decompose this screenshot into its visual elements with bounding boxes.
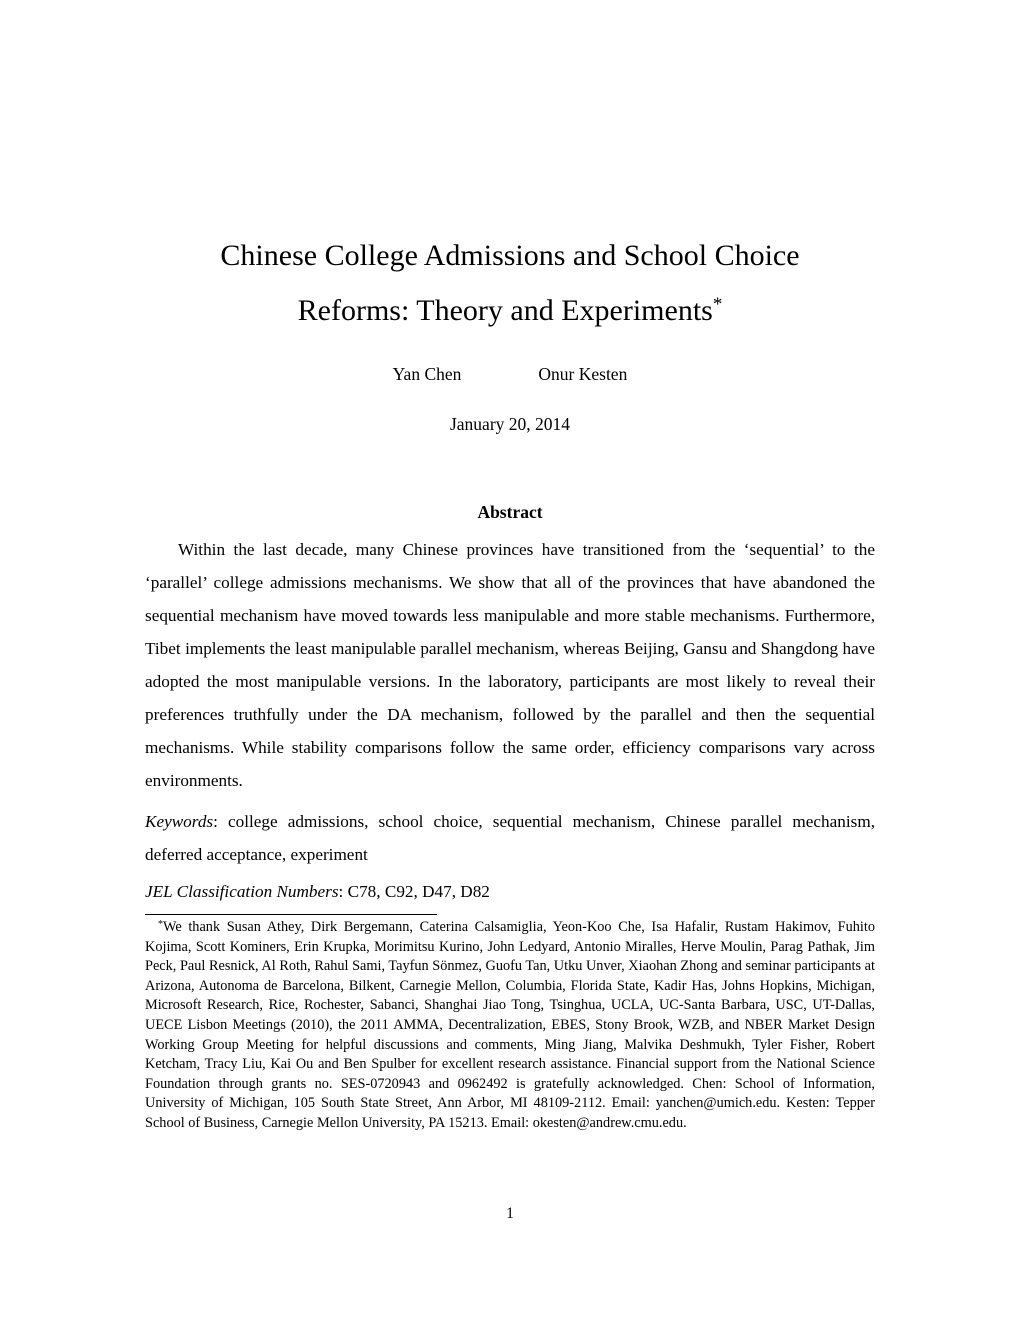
title-line-1: Chinese College Admissions and School Choice	[220, 239, 800, 272]
paper-title	[145, 0, 875, 338]
authors-row	[145, 364, 875, 384]
keywords-label: Keywords	[145, 812, 214, 831]
title-line-2: Reforms: Theory and Experiments	[297, 294, 713, 327]
paper-date: January 20, 2014	[449, 414, 571, 434]
jel-label: JEL Classification Numbers	[145, 882, 339, 901]
page-number: 1	[506, 1205, 514, 1222]
keywords-line	[145, 805, 875, 871]
jel-text: : C78, C92, D47, D82	[338, 882, 490, 901]
jel-line	[145, 875, 875, 908]
abstract-text: Within the last decade, many Chinese provinces have transitioned from the ‘sequential’ to the ‘parallel’ college admissions mechanisms. We show that all of the provinces that have abandoned the sequential mechanism have moved towards less manipulable and more stable mechanisms. Furthermore, Tibet implements the least manipulable parallel mechanism, whereas Beijing, Gansu and Shangdong have adopted the most manipulable versions. In the laboratory, participants are most likely to reveal their preferences truthfully under the DA mechanism, followed by the parallel and then the sequential mechanisms. While stability comparisons follow the same order, efficiency comparisons vary across environments.	[145, 540, 875, 790]
footnote-rule	[145, 914, 437, 915]
footnote-body: We thank Susan Athey, Dirk Bergemann, Caterina Calsamiglia, Yeon-Koo Che, Isa Hafalir, Rustam Hakimov, Fuhito Kojima, Scott Kominers, Erin Krupka, Morimitsu Kurino, John Ledyard, Antonio Miralles, Herve Moulin, Parag Pathak, Jim Peck, Paul Resnick, Al Roth, Rahul Sami, Tayfun Sönmez, Guofu Tan, Utku Unver, Xiaohan Zhong and seminar participants at Arizona, Autonoma de Barcelona, Bilkent, Carnegie Mellon, Columbia, Florida State, Kadir Has, Johns Hopkins, Michigan, Microsoft Research, Rice, Rochester, Sabanci, Shanghai Jiao Tong, Tsinghua, UCLA, UC-Santa Barbara, USC, UT-Dallas, UECE Lisbon Meetings (2010), the 2011 AMMA, Decentralization, EBES, Stony Brook, WZB, and NBER Market Design Working Group Meeting for helpful discussions and comments, Ming Jiang, Malvika Deshmukh, Tyler Fisher, Robert Ketcham, Tracy Liu, Kai Ou and Ben Spulber for excellent research assistance. Financial support from the National Science Foundation through grants no. SES-0720943 and 0962492 is gratefully acknowledged. Chen: School of Information, University of Michigan, 105 South State Street, Ann Arbor, MI 48109-2112. Email: yanchen@umich.edu. Kesten: Tepper School of Business, Carnegie Mellon University, PA 15213. Email: okesten@andrew.cmu.edu.	[145, 919, 875, 1131]
keywords-text: : college admissions, school choice, sequential mechanism, Chinese parallel mechanism, deferred acceptance, experiment	[145, 812, 875, 864]
abstract-heading: Abstract	[477, 502, 543, 522]
author-name-2: Onur Kesten	[538, 364, 628, 384]
title-footnote-marker: *	[712, 294, 723, 315]
author-name-1: Yan Chen	[392, 364, 462, 384]
footnote-marker: *	[158, 919, 163, 930]
footnote-text	[145, 918, 875, 1134]
page-content	[145, 0, 875, 1134]
